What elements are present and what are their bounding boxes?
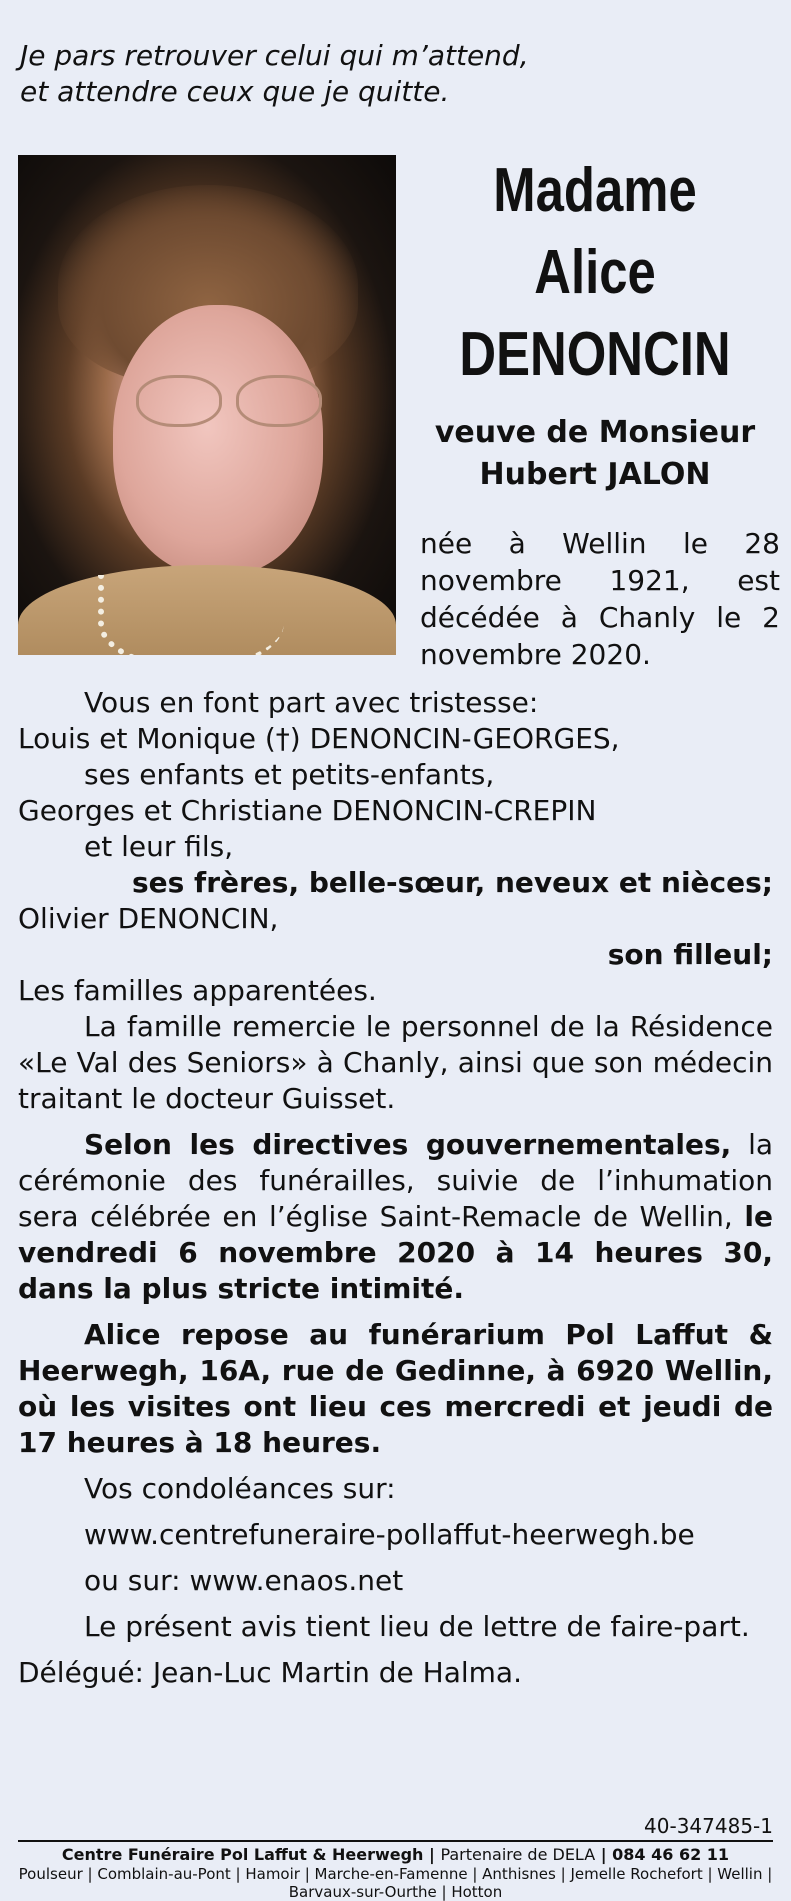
thanks-paragraph: La famille remercie le personnel de la Résidence «Le Val des Seniors» à Chanly, ainsi que son médecin traitant le docteur Guisset. <box>18 1010 773 1115</box>
condolences-url-2[interactable]: ou sur: www.enaos.net <box>84 1564 404 1597</box>
name-first: Alice <box>534 238 656 307</box>
deceased-name <box>410 150 780 396</box>
ceremony-bold-1: Selon les directives gouvernementales, <box>84 1128 732 1161</box>
family-line-8: Les familles apparentées. <box>18 974 377 1007</box>
epigraph-line-2: et attendre ceux que je quitte. <box>20 75 450 108</box>
funeral-home-line: Centre Funéraire Pol Laffut & Heerwegh | Partenaire de DELA | 084 46 62 11 <box>61 1845 730 1864</box>
portrait-photo <box>18 155 396 655</box>
widow-of <box>410 412 780 496</box>
delegate: Délégué: Jean-Luc Martin de Halma. <box>18 1656 522 1689</box>
notice-paragraph: Le présent avis tient lieu de lettre de faire-part. <box>84 1610 750 1643</box>
widow-line-1: veuve de Monsieur <box>434 415 756 450</box>
reference-number: 40-347485-1 <box>644 1814 773 1838</box>
funeral-home-name: Centre Funéraire Pol Laffut & Heerwegh <box>61 1845 424 1864</box>
condolences-url-1[interactable]: www.centrefuneraire-pollaffut-heerwegh.be <box>84 1518 695 1551</box>
family-line-4: et leur fils, <box>84 830 234 863</box>
cities-line-1: Poulseur | Comblain-au-Pont | Hamoir | Marche-en-Famenne | Anthisnes | Jemelle <box>18 1865 626 1883</box>
phone-number: 084 46 62 11 <box>612 1845 730 1864</box>
cities-list <box>18 1865 773 1901</box>
rest-paragraph: Alice repose au funérarium Pol Laffut & Heerwegh, 16A, rue de Gedinne, à 6920 Wellin, où les visites ont lieu ces mercredi et jeudi de 17 heures à 18 heures. <box>18 1318 773 1459</box>
footer-rule <box>18 1840 773 1842</box>
epigraph-line-1: Je pars retrouver celui qui m’attend, <box>20 39 529 72</box>
epigraph <box>20 38 529 110</box>
ceremony-normal: la cérémonie des funérailles, suivie de l’inhumation sera célébrée en l’église Saint-Remacle de Wellin, <box>18 1128 774 1233</box>
ceremony-bold-2: le vendredi 6 novembre 2020 à 14 heures 30, dans la plus stricte intimité. <box>18 1200 773 1305</box>
partner-text: Partenaire de DELA <box>440 1845 596 1864</box>
obituary-body <box>18 685 773 1691</box>
widow-line-2: Hubert JALON <box>479 457 711 492</box>
family-line-3: Georges et Christiane DENONCIN-CREPIN <box>18 794 597 827</box>
family-line-6: Olivier DENONCIN, <box>18 902 279 935</box>
family-line-1: Louis et Monique (†) DENONCIN-GEORGES, <box>18 722 620 755</box>
name-last: DENONCIN <box>459 320 731 389</box>
announcement: Vous en font part avec tristesse: <box>84 686 539 719</box>
family-line-7: son filleul; <box>607 938 773 971</box>
ceremony-paragraph <box>18 1127 773 1307</box>
name-title: Madame <box>493 156 697 225</box>
family-line-2: ses enfants et petits-enfants, <box>84 758 495 791</box>
family-line-5: ses frères, belle-sœur, neveux et nièces; <box>131 866 773 899</box>
cities-line-2: Rochefort | Wellin | Barvaux-sur-Ourthe | Hotton <box>288 1865 773 1901</box>
birth-death-text: née à Wellin le 28 novembre 1921, est décédée à Chanly le 2 novembre 2020. <box>420 527 780 671</box>
condolences-intro: Vos condoléances sur: <box>84 1472 396 1505</box>
